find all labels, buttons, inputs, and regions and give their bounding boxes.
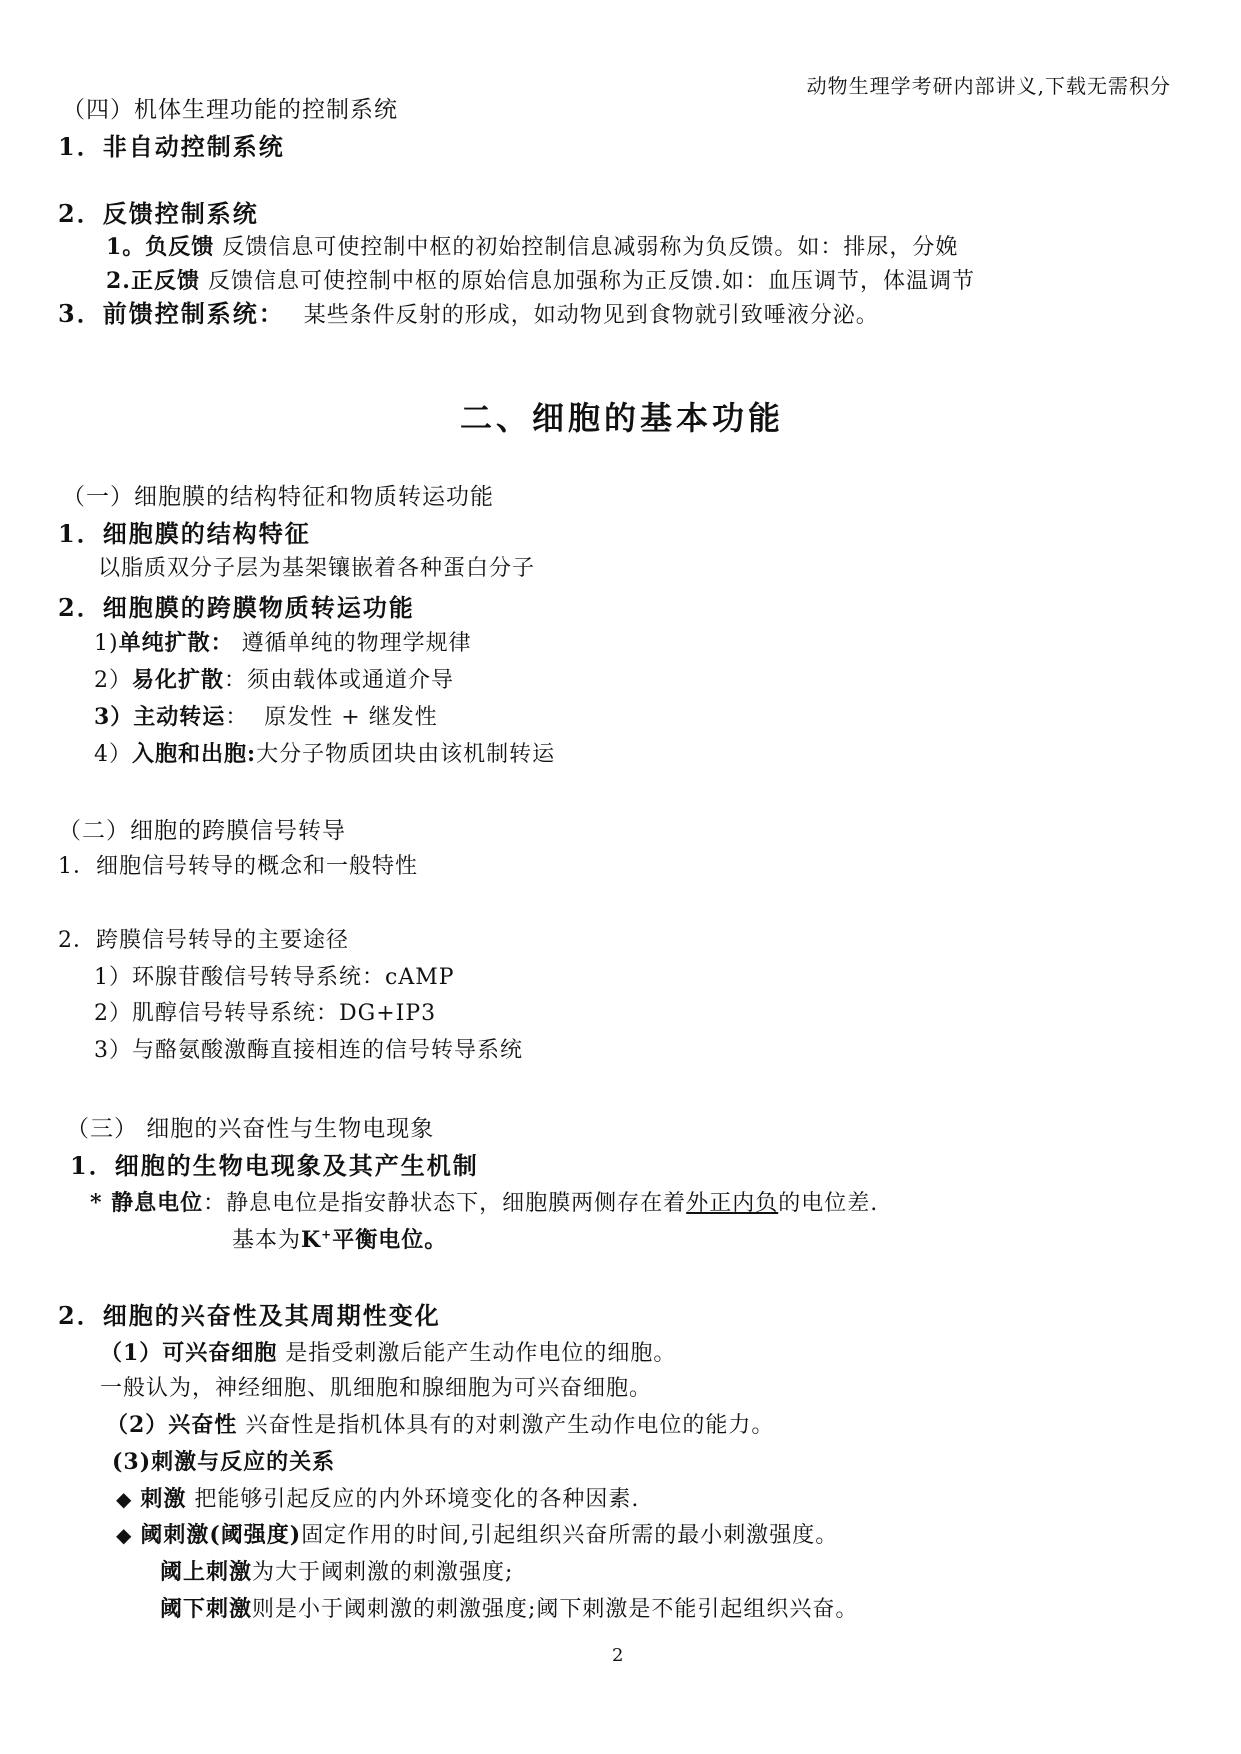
transport-3-label: 3）主动转运 — [94, 704, 226, 730]
transport-1-text: 遵循单纯的物理学规律 — [241, 631, 472, 656]
resting-potential-text-a: ：静息电位是指安静状态下，细胞膜两侧存在着 — [203, 1191, 687, 1216]
item-excitability-cycle: 2．细胞的兴奋性及其周期性变化 — [58, 1301, 441, 1330]
transport-endo-exocytosis — [94, 743, 555, 766]
membrane-structure-text: 以脂质双分子层为基架镶嵌着各种蛋白分子 — [98, 556, 536, 581]
transport-2-number: 2） — [94, 668, 132, 693]
resting-potential-underlined: 外正内负 — [686, 1191, 779, 1216]
item-feedback-control: 2．反馈控制系统 — [58, 199, 259, 228]
resting-potential-line-2 — [232, 1229, 447, 1252]
transport-2-label: 易化扩散 — [132, 667, 225, 693]
negative-feedback-text: 反馈信息可使控制中枢的初始控制信息减弱称为负反馈。如：排尿，分娩 — [222, 235, 959, 260]
negative-feedback-label: 1。负反馈 — [106, 234, 215, 260]
transport-4-number: 4） — [94, 742, 132, 767]
signal-item-1: 1．细胞信号转导的概念和一般特性 — [58, 854, 418, 879]
positive-feedback-line — [106, 270, 975, 293]
resting-potential-label: * 静息电位 — [90, 1190, 204, 1216]
equilibrium-potential: 平衡电位。 — [332, 1227, 448, 1253]
negative-feedback-line — [106, 236, 958, 259]
transport-facilitated-diffusion — [94, 669, 454, 692]
transport-simple-diffusion — [94, 632, 472, 655]
excitability-label: （2）兴奋性 — [106, 1412, 238, 1438]
signal-pathway-ip3: 2）肌醇信号转导系统：DG+IP3 — [94, 1001, 437, 1026]
subthreshold-line — [160, 1598, 858, 1621]
transport-4-text: 大分子物质团块由该机制转运 — [256, 742, 556, 767]
section-heading-control-systems: （四）机体生理功能的控制系统 — [62, 97, 398, 123]
section-heading-signal: （二）细胞的跨膜信号转导 — [58, 818, 346, 844]
running-header: 动物生理学考研内部讲义,下载无需积分 — [806, 74, 1171, 98]
feedforward-label: 3．前馈控制系统： — [58, 299, 285, 328]
item-membrane-structure: 1．细胞膜的结构特征 — [58, 519, 311, 548]
feedforward-text: 某些条件反射的形成，如动物见到食物就引致唾液分泌。 — [303, 303, 879, 328]
item-membrane-transport: 2．细胞膜的跨膜物质转运功能 — [58, 593, 415, 622]
feedforward-line — [58, 299, 879, 328]
excitability-line — [106, 1414, 774, 1437]
potassium-symbol: K — [301, 1227, 322, 1253]
page-number: 2 — [612, 1645, 624, 1666]
stimulus-label: 刺激 — [140, 1486, 187, 1512]
section-heading-membrane: （一）细胞膜的结构特征和物质转运功能 — [62, 484, 494, 510]
positive-feedback-label: 2.正反馈 — [106, 268, 200, 294]
stimulus-text: 把能够引起反应的内外环境变化的各种因素. — [194, 1487, 640, 1512]
signal-item-2: 2．跨膜信号转导的主要途径 — [58, 928, 349, 953]
item-bioelectric: 1．细胞的生物电现象及其产生机制 — [70, 1151, 479, 1180]
excitable-cell-line — [100, 1342, 676, 1365]
resting-potential-line — [90, 1192, 878, 1215]
threshold-stimulus-label: 阈刺激(阈强度) — [140, 1522, 302, 1548]
bullet-icon: ◆ — [116, 1487, 133, 1511]
transport-3-text: ： 原发性 + 继发性 — [225, 705, 438, 730]
stimulus-response-heading: (3)刺激与反应的关系 — [112, 1449, 336, 1475]
suprathreshold-line — [160, 1561, 513, 1584]
stimulus-line — [116, 1488, 639, 1511]
signal-pathway-tyrosine-kinase: 3）与酪氨酸激酶直接相连的信号转导系统 — [94, 1038, 523, 1063]
bullet-icon: ◆ — [116, 1523, 133, 1547]
transport-2-text: ：须由载体或通道介导 — [224, 668, 455, 693]
excitable-cell-label: （1）可兴奋细胞 — [100, 1340, 278, 1366]
subthreshold-label: 阈下刺激 — [160, 1596, 253, 1622]
transport-1-number: 1) — [94, 631, 119, 656]
transport-4-label: 入胞和出胞: — [132, 741, 257, 767]
threshold-stimulus-text: 固定作用的时间,引起组织兴奋所需的最小刺激强度。 — [301, 1523, 839, 1548]
threshold-stimulus-line — [116, 1524, 838, 1547]
subthreshold-text: 则是小于阈刺激的刺激强度;阈下刺激是不能引起组织兴奋。 — [252, 1597, 859, 1622]
excitable-cell-line-2: 一般认为，神经细胞、肌细胞和腺细胞为可兴奋细胞。 — [100, 1376, 653, 1401]
signal-pathway-camp: 1）环腺苷酸信号转导系统：cAMP — [94, 965, 455, 990]
item-non-automatic-control: 1．非自动控制系统 — [58, 132, 285, 161]
transport-active — [94, 706, 438, 729]
resting-potential-text-b: 的电位差. — [778, 1191, 879, 1216]
excitability-text: 兴奋性是指机体具有的对刺激产生动作电位的能力。 — [245, 1413, 775, 1438]
potassium-charge: + — [321, 1227, 333, 1242]
suprathreshold-label: 阈上刺激 — [160, 1559, 253, 1585]
positive-feedback-text: 反馈信息可使控制中枢的原始信息加强称为正反馈.如：血压调节，体温调节 — [207, 269, 975, 294]
resting-potential-basic: 基本为 — [232, 1228, 302, 1253]
transport-1-label: 单纯扩散： — [118, 630, 234, 656]
suprathreshold-text: 为大于阈刺激的刺激强度; — [252, 1560, 514, 1585]
excitable-cell-text: 是指受刺激后能产生动作电位的细胞。 — [285, 1341, 677, 1366]
section-heading-excitability: （三） 细胞的兴奋性与生物电现象 — [66, 1116, 435, 1142]
chapter-title: 二、细胞的基本功能 — [460, 399, 785, 437]
